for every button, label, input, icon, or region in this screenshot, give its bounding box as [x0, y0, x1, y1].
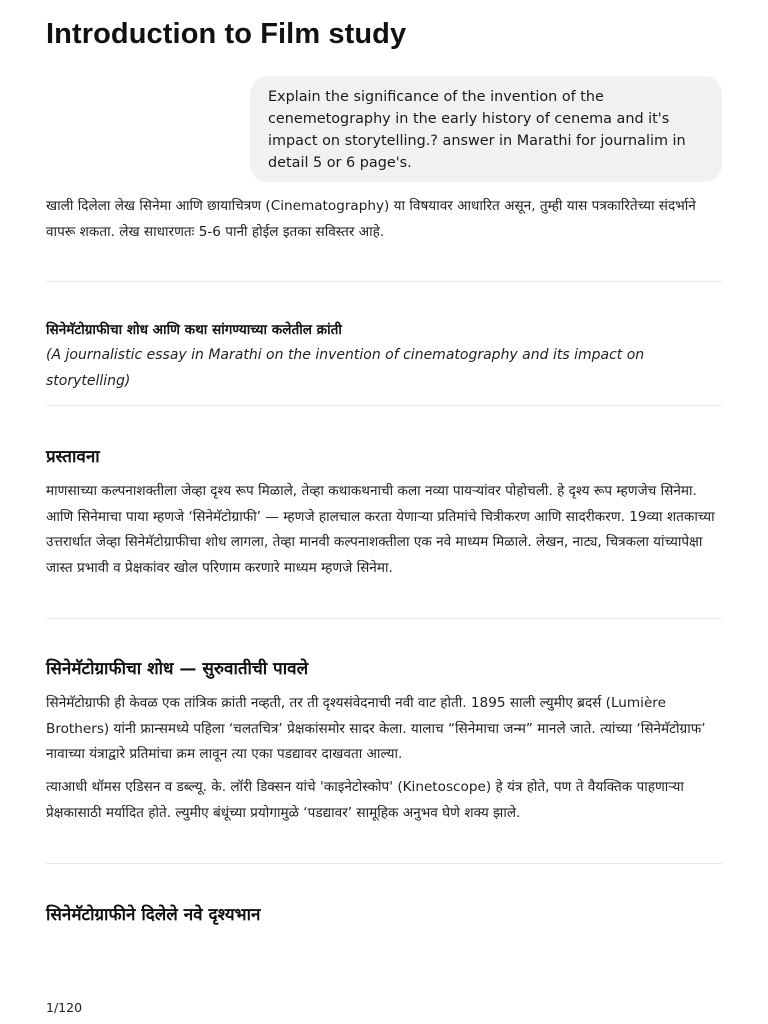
section-heading: सिनेमॅटोग्राफीने दिलेले नवे दृश्यभान: [46, 905, 261, 925]
section-heading: सिनेमॅटोग्राफीचा शोध — सुरुवातीची पावले: [46, 659, 309, 679]
section-paragraph: सिनेमॅटोग्राफी ही केवळ एक तांत्रिक क्रांती नव्हती, तर ती दृश्यसंवेदनाची नवी वाट होती. 1895 साली ल्युमीए ब्रदर्स (Lumière Brothers) यांनी फ्रान्समध्ये पहिला ‘चलतचित्र’ प्रेक्षकांसमोर सादर केला. यालाच “सिनेमाचा जन्म” मानले जाते. त्यांच्या ‘सिनेमॅटोग्राफ’ नावाच्या यंत्राद्वारे प्रतिमांचा क्रम लावून त्या एका पडद्यावर दाखवता आल्या.: [46, 695, 706, 762]
intro-block: [46, 194, 722, 245]
divider: [46, 405, 722, 406]
essay-subtitle: (A journalistic essay in Marathi on the invention of cinematography and its impact on storytelling): [46, 347, 645, 389]
divider: [46, 281, 722, 282]
section-paragraph: माणसाच्या कल्पनाशक्तीला जेव्हा दृश्य रूप मिळाले, तेव्हा कथाकथनाची कला नव्या पायऱ्यांवर पोहोचली. हे दृश्य रूप म्हणजेच सिनेमा. आणि सिनेमाचा पाया म्हणजे ‘सिनेमॅटोग्राफी’ — म्हणजे हालचाल करता येणाऱ्या प्रतिमांचे चित्रीकरण आणि सादरीकरण. 19व्या शतकाच्या उत्तरार्धात जेव्हा सिनेमॅटोग्राफीचा शोध लागला, तेव्हा मानवी कल्पनाशक्तीला एक नवे माध्यम मिळाले. लेखन, नाट्य, चित्रकला यांच्यापेक्षा जास्त प्रभावी व प्रेक्षकांवर खोल परिणाम करणारे माध्यम म्हणजे सिनेमा.: [46, 483, 715, 576]
divider: [46, 618, 722, 619]
page-number: 1/120: [46, 1000, 83, 1015]
section-invention-body-1: [46, 691, 722, 768]
section-introduction-body: [46, 479, 722, 581]
essay-title: सिनेमॅटोग्राफीचा शोध आणि कथा सांगण्याच्या कलेतील क्रांती: [46, 322, 342, 338]
section-heading: प्रस्तावना: [46, 447, 100, 467]
user-prompt-bubble: Explain the significance of the invention of the cenemetography in the early history of cenema and it's impact on storytelling.? answer in Marathi for journalim in detail 5 or 6 page's.: [250, 76, 722, 182]
section-invention-body-2: [46, 775, 722, 826]
section-introduction: [46, 444, 722, 470]
page-title: Introduction to Film study: [46, 18, 407, 50]
section-paragraph: त्याआधी थॉमस एडिसन व डब्ल्यू. के. लॉरी डिक्सन यांचे 'काइनेटोस्कोप' (Kinetoscope) हे यंत्र होते, पण ते वैयक्तिक पाहणाऱ्या प्रेक्षकासाठी मर्यादित होते. ल्युमीए बंधूंच्या प्रयोगामुळे ‘पडद्यावर’ सामूहिक अनुभव घेणे शक्य झाले.: [46, 779, 684, 821]
intro-paragraph: खाली दिलेला लेख सिनेमा आणि छायाचित्रण (Cinematography) या विषयावर आधारित असून, तुम्ही यास पत्रकारितेच्या संदर्भाने वापरू शकता. लेख साधारणतः 5-6 पानी होईल इतका सविस्तर आहे.: [46, 198, 696, 240]
divider: [46, 863, 722, 864]
section-invention: [46, 656, 722, 682]
section-new-vision: [46, 902, 722, 928]
essay-header: [46, 318, 722, 394]
